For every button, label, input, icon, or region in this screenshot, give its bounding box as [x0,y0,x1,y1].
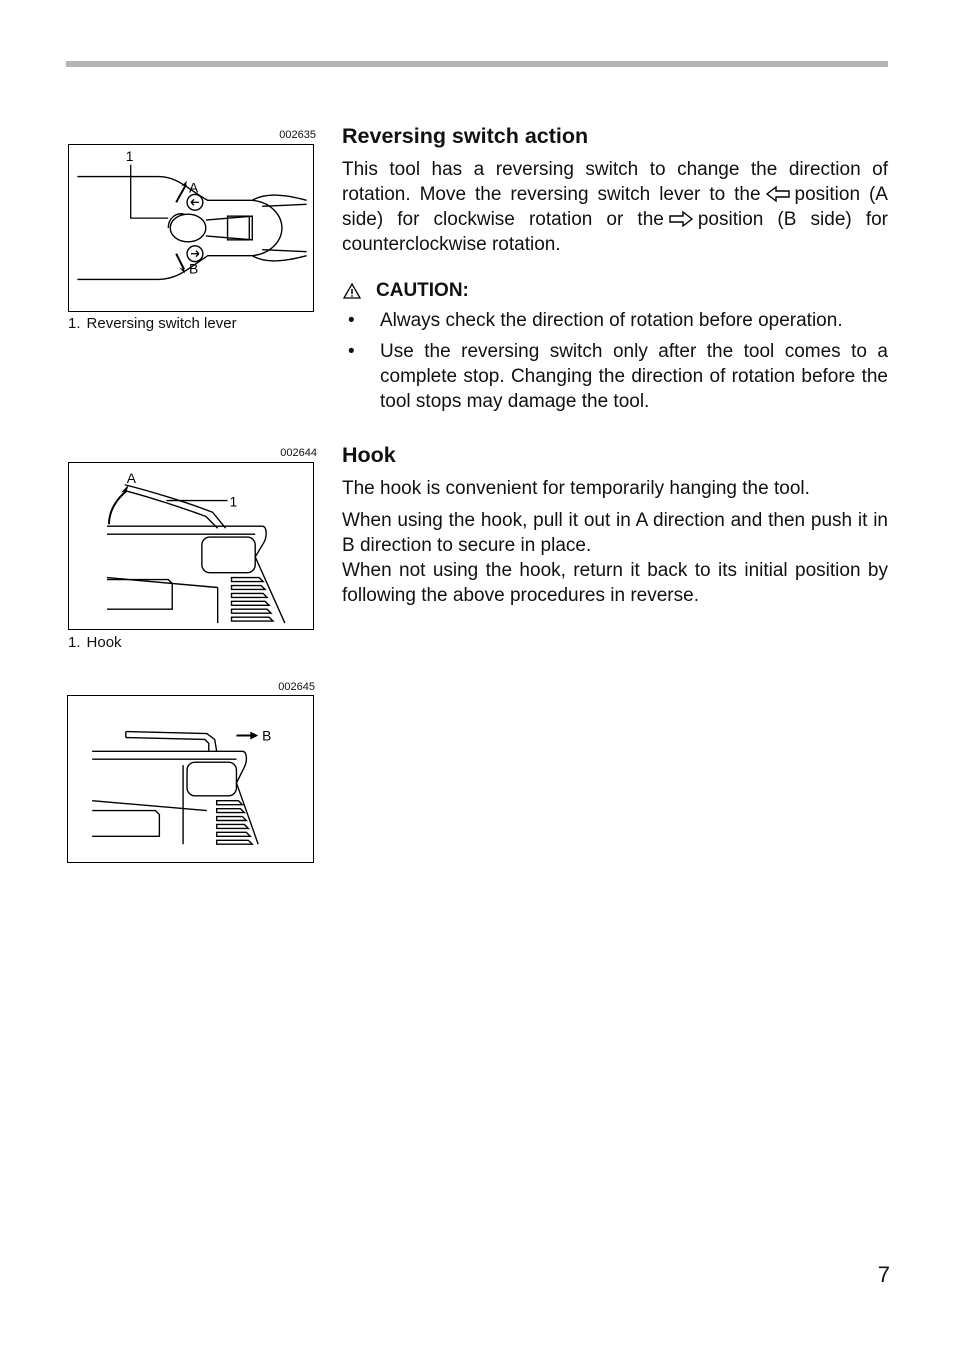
section-paragraph: The hook is convenient for temporarily hanging the tool. [342,478,810,499]
label-b: B [189,260,199,277]
figure-hook-in [67,695,314,863]
caution-list [342,308,888,414]
hook-out-illustration [69,463,313,629]
section-paragraph: When using the hook, pull it out in A direction and then push it in B direction to secure in place. [342,510,888,556]
section-title: Reversing switch action [342,124,589,148]
figure-code: 002644 [280,447,317,459]
hook-in-illustration [68,696,313,862]
figure-hook-out [68,462,314,630]
section-paragraph: This tool has a reversing switch to change the direction of rotation. Move the reversing switch lever to the position (A side) for clockwise rotation or the position (B side) for counterclockwise rotation. [342,159,888,255]
figure-reversing-switch [68,144,314,312]
list-item: • Always check the direction of rotation before operation. [348,310,843,331]
figure-caption: 1. Hook [68,634,122,651]
figure-code: 002635 [279,129,316,141]
section-hook [342,442,888,608]
page-number: 7 [877,1262,890,1287]
figure-caption: 1. Reversing switch lever [68,315,237,332]
label-b: B [262,727,272,744]
reversing-switch-illustration [69,145,313,311]
header-rule [66,61,888,67]
caution-heading: CAUTION: [342,278,888,303]
label-a: A [126,469,137,486]
label-1: 1 [229,493,238,510]
figure-code: 002645 [278,681,315,693]
label-1: 1 [125,147,134,164]
label-a: A [189,179,199,196]
section-reversing-switch [342,123,888,414]
left-arrow-icon [765,185,791,203]
section-paragraph: When not using the hook, return it back to its initial position by following the above procedures in reverse. [342,560,888,606]
warning-triangle-icon [342,282,362,300]
list-item: • Use the reversing switch only after the tool comes to a complete stop. Changing the direction of rotation before the tool stops may damage the tool. [348,341,888,412]
right-arrow-icon [668,210,694,228]
section-title: Hook [342,443,396,467]
